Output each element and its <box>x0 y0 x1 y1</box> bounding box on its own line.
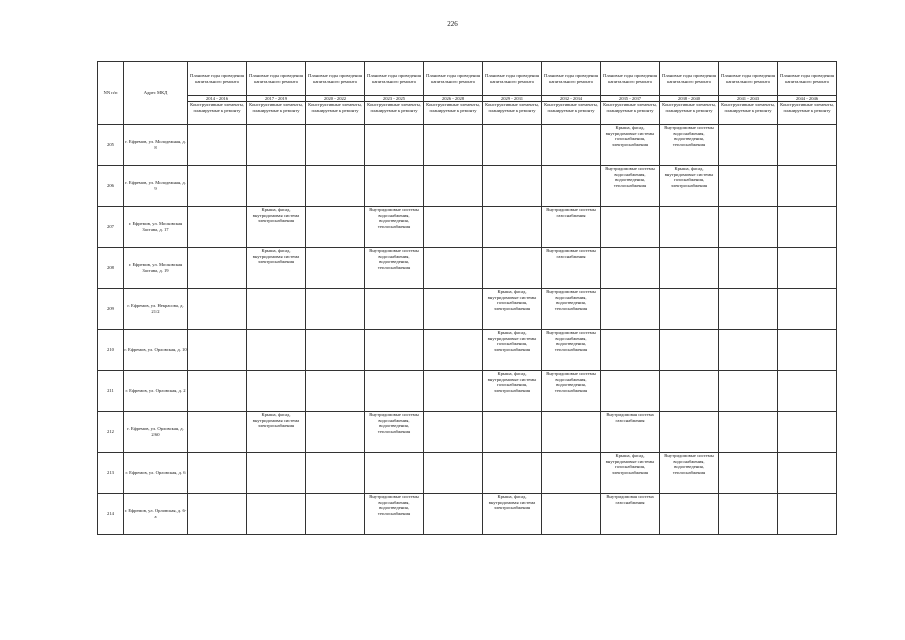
repair-elements-cell: Внутридомовые системы газоснабжения <box>542 207 601 248</box>
repair-elements-cell <box>306 166 365 207</box>
period-label-header: Плановые годы проведения капитального ремонта <box>247 62 306 96</box>
repair-elements-cell: Внутридомовые системы водоснабжения, водоотведения, теплоснабжения <box>365 207 424 248</box>
repair-elements-cell <box>719 248 778 289</box>
address-cell: г. Ефремов, ул. Молодежная, д. 9 <box>124 166 188 207</box>
row-number-cell: 212 <box>98 412 124 453</box>
repair-elements-cell <box>719 494 778 535</box>
period-label-header: Плановые годы проведения капитального ремонта <box>660 62 719 96</box>
repair-elements-cell: Крыша, фасад, внутридомовые системы газоснабжения, электроснабжения <box>601 125 660 166</box>
repair-elements-cell <box>601 330 660 371</box>
repair-elements-cell <box>424 371 483 412</box>
repair-elements-cell <box>778 166 837 207</box>
row-number-cell: 210 <box>98 330 124 371</box>
number-column-header: NN п/п <box>98 62 124 125</box>
table-row <box>98 289 837 330</box>
repair-elements-cell <box>424 166 483 207</box>
address-cell: г. Ефремов, ул. Молодежная, д. 8 <box>124 125 188 166</box>
repair-elements-cell: Крыша, фасад, внутридомовая система электроснабжения <box>247 412 306 453</box>
repair-elements-cell: Внутридомовые системы водоснабжения, водоотведения, теплоснабжения <box>660 453 719 494</box>
repair-elements-cell <box>365 371 424 412</box>
repair-elements-cell <box>719 330 778 371</box>
period-elements-header: Конструктивные элементы, планируемые к ремонту <box>542 102 601 125</box>
repair-elements-cell <box>719 453 778 494</box>
period-years-header: 2044 - 2046 <box>778 96 837 102</box>
page-number: 226 <box>447 20 458 28</box>
repair-elements-cell <box>188 371 247 412</box>
row-number-cell: 208 <box>98 248 124 289</box>
table-row <box>98 125 837 166</box>
repair-elements-cell: Внутридомовые системы водоснабжения, водоотведения, теплоснабжения <box>542 289 601 330</box>
repair-elements-cell: Внутридомовые системы водоснабжения, водоотведения, теплоснабжения <box>365 494 424 535</box>
repair-elements-cell <box>424 330 483 371</box>
repair-elements-cell <box>660 330 719 371</box>
row-number-cell: 209 <box>98 289 124 330</box>
repair-elements-cell <box>306 289 365 330</box>
repair-elements-cell <box>306 125 365 166</box>
repair-elements-cell <box>601 248 660 289</box>
period-label-header: Плановые годы проведения капитального ремонта <box>601 62 660 96</box>
period-years-header: 2023 - 2025 <box>365 96 424 102</box>
address-cell: г. Ефремов, ул. Московская Застава, д. 17 <box>124 207 188 248</box>
repair-elements-cell <box>542 125 601 166</box>
row-number-cell: 206 <box>98 166 124 207</box>
address-cell: г. Ефремов, ул. Орловская, д. 6 <box>124 453 188 494</box>
repair-elements-cell <box>188 248 247 289</box>
repair-elements-cell <box>660 371 719 412</box>
table-row <box>98 494 837 535</box>
address-cell: г. Ефремов, ул. Орловская, д. 10 <box>124 330 188 371</box>
repair-elements-cell <box>188 166 247 207</box>
repair-elements-cell <box>365 166 424 207</box>
repair-elements-cell <box>306 494 365 535</box>
table-body <box>98 125 837 535</box>
repair-elements-cell <box>247 289 306 330</box>
repair-elements-cell <box>719 371 778 412</box>
repair-elements-cell <box>601 371 660 412</box>
repair-elements-cell <box>542 412 601 453</box>
repair-elements-cell <box>424 412 483 453</box>
repair-elements-cell <box>247 166 306 207</box>
address-cell: г. Ефремов, ул. Орловская, д. 2/60 <box>124 412 188 453</box>
repair-elements-cell: Крыша, фасад, внутридомовая система электроснабжения <box>483 494 542 535</box>
repair-elements-cell <box>719 125 778 166</box>
repair-elements-cell: Внутридомовые системы газоснабжения <box>542 248 601 289</box>
repair-elements-cell <box>306 412 365 453</box>
repair-elements-cell <box>365 125 424 166</box>
repair-elements-cell <box>778 330 837 371</box>
period-years-header: 2017 - 2019 <box>247 96 306 102</box>
repair-elements-cell <box>247 494 306 535</box>
row-number-cell: 207 <box>98 207 124 248</box>
repair-elements-cell <box>778 412 837 453</box>
repair-elements-cell <box>542 494 601 535</box>
elements-header-row <box>98 102 837 125</box>
period-label-header: Плановые годы проведения капитального ремонта <box>365 62 424 96</box>
repair-elements-cell: Внутридомовая система газоснабжения <box>601 494 660 535</box>
period-header-row <box>98 62 837 96</box>
period-years-header: 2041 - 2043 <box>719 96 778 102</box>
repair-elements-cell <box>660 207 719 248</box>
repair-elements-cell <box>483 248 542 289</box>
repair-elements-cell: Крыша, фасад, внутридомовая система электроснабжения <box>247 248 306 289</box>
table-row <box>98 412 837 453</box>
period-elements-header: Конструктивные элементы, планируемые к ремонту <box>660 102 719 125</box>
repair-elements-cell <box>660 494 719 535</box>
table-row <box>98 207 837 248</box>
address-cell: г. Ефремов, ул. Московская Застава, д. 19 <box>124 248 188 289</box>
repair-elements-cell <box>483 207 542 248</box>
repair-elements-cell <box>542 166 601 207</box>
repair-elements-cell: Крыша, фасад, внутридомовые системы газоснабжения, электроснабжения <box>601 453 660 494</box>
period-elements-header: Конструктивные элементы, планируемые к ремонту <box>188 102 247 125</box>
period-elements-header: Конструктивные элементы, планируемые к ремонту <box>719 102 778 125</box>
table-row <box>98 453 837 494</box>
period-elements-header: Конструктивные элементы, планируемые к ремонту <box>247 102 306 125</box>
repair-elements-cell <box>778 207 837 248</box>
period-elements-header: Конструктивные элементы, планируемые к ремонту <box>306 102 365 125</box>
repair-elements-cell <box>424 494 483 535</box>
period-years-header: 2038 - 2040 <box>660 96 719 102</box>
repair-elements-cell <box>660 248 719 289</box>
table-row <box>98 330 837 371</box>
period-label-header: Плановые годы проведения капитального ремонта <box>188 62 247 96</box>
period-years-header: 2014 - 2016 <box>188 96 247 102</box>
repair-elements-cell <box>778 453 837 494</box>
period-label-header: Плановые годы проведения капитального ремонта <box>424 62 483 96</box>
period-elements-header: Конструктивные элементы, планируемые к ремонту <box>424 102 483 125</box>
repair-elements-cell <box>365 289 424 330</box>
repair-elements-cell: Крыша, фасад, внутридомовые системы газоснабжения, электроснабжения <box>660 166 719 207</box>
repair-elements-cell <box>660 289 719 330</box>
repair-elements-cell <box>424 289 483 330</box>
repair-elements-cell: Внутридомовая система газоснабжения <box>601 412 660 453</box>
period-label-header: Плановые годы проведения капитального ремонта <box>542 62 601 96</box>
repair-elements-cell: Внутридомовые системы водоснабжения, водоотведения, теплоснабжения <box>660 125 719 166</box>
repair-elements-cell <box>483 166 542 207</box>
table-row <box>98 166 837 207</box>
repair-elements-cell <box>778 125 837 166</box>
repair-elements-cell <box>188 412 247 453</box>
repair-elements-cell <box>247 330 306 371</box>
repair-elements-cell <box>247 453 306 494</box>
repair-elements-cell: Крыша, фасад, внутридомовые системы газоснабжения, электроснабжения <box>483 330 542 371</box>
repair-elements-cell <box>542 453 601 494</box>
address-cell: г. Ефремов, ул. Орловская, д. 2 <box>124 371 188 412</box>
address-cell: г. Ефремов, ул. Орловская, д. 6-а <box>124 494 188 535</box>
repair-elements-cell <box>778 289 837 330</box>
period-years-header: 2032 - 2034 <box>542 96 601 102</box>
address-cell: г. Ефремов, ул. Некрасова, д. 21/2 <box>124 289 188 330</box>
repair-elements-cell <box>719 289 778 330</box>
repair-elements-cell <box>483 412 542 453</box>
row-number-cell: 213 <box>98 453 124 494</box>
period-elements-header: Конструктивные элементы, планируемые к ремонту <box>483 102 542 125</box>
repair-elements-cell <box>247 125 306 166</box>
repair-elements-cell: Крыша, фасад, внутридомовые системы газоснабжения, электроснабжения <box>483 371 542 412</box>
repair-elements-cell <box>306 248 365 289</box>
repair-elements-cell: Внутридомовые системы водоснабжения, водоотведения, теплоснабжения <box>601 166 660 207</box>
repair-elements-cell <box>660 412 719 453</box>
repair-elements-cell <box>247 371 306 412</box>
repair-elements-cell: Внутридомовые системы водоснабжения, водоотведения, теплоснабжения <box>542 371 601 412</box>
period-years-header: 2026 - 2028 <box>424 96 483 102</box>
repair-elements-cell <box>778 494 837 535</box>
repair-elements-cell <box>188 453 247 494</box>
period-label-header: Плановые годы проведения капитального ремонта <box>719 62 778 96</box>
repair-elements-cell <box>778 248 837 289</box>
period-elements-header: Конструктивные элементы, планируемые к ремонту <box>601 102 660 125</box>
table-row <box>98 371 837 412</box>
period-years-header: 2029 - 2031 <box>483 96 542 102</box>
repair-elements-cell: Крыша, фасад, внутридомовая система электроснабжения <box>247 207 306 248</box>
period-elements-header: Конструктивные элементы, планируемые к ремонту <box>778 102 837 125</box>
period-elements-header: Конструктивные элементы, планируемые к ремонту <box>365 102 424 125</box>
table-row <box>98 248 837 289</box>
period-label-header: Плановые годы проведения капитального ремонта <box>778 62 837 96</box>
repair-elements-cell <box>365 330 424 371</box>
repair-elements-cell <box>188 330 247 371</box>
repair-elements-cell <box>424 207 483 248</box>
repair-elements-cell <box>188 494 247 535</box>
row-number-cell: 214 <box>98 494 124 535</box>
repair-elements-cell <box>188 125 247 166</box>
repair-elements-cell <box>424 453 483 494</box>
repair-elements-cell <box>188 207 247 248</box>
repair-elements-cell <box>306 207 365 248</box>
repair-elements-cell <box>719 166 778 207</box>
repair-elements-cell <box>306 330 365 371</box>
repair-elements-cell: Внутридомовые системы водоснабжения, водоотведения, теплоснабжения <box>365 412 424 453</box>
row-number-cell: 205 <box>98 125 124 166</box>
repair-elements-cell: Крыша, фасад, внутридомовые системы газоснабжения, электроснабжения <box>483 289 542 330</box>
period-label-header: Плановые годы проведения капитального ремонта <box>483 62 542 96</box>
repair-elements-cell <box>424 125 483 166</box>
address-column-header: Адрес МКД <box>124 62 188 125</box>
repair-elements-cell <box>424 248 483 289</box>
repair-elements-cell <box>483 125 542 166</box>
repair-elements-cell: Внутридомовые системы водоснабжения, водоотведения, теплоснабжения <box>542 330 601 371</box>
repair-elements-cell <box>719 207 778 248</box>
period-years-header: 2035 - 2037 <box>601 96 660 102</box>
repair-elements-cell <box>188 289 247 330</box>
repair-elements-cell <box>365 453 424 494</box>
table-header <box>98 62 837 125</box>
repair-elements-cell <box>778 371 837 412</box>
repair-elements-cell <box>483 453 542 494</box>
repair-elements-cell <box>306 371 365 412</box>
repair-elements-cell <box>719 412 778 453</box>
repair-elements-cell <box>306 453 365 494</box>
repair-elements-cell <box>601 289 660 330</box>
repair-schedule-table <box>97 61 837 535</box>
repair-elements-cell <box>601 207 660 248</box>
repair-elements-cell: Внутридомовые системы водоснабжения, водоотведения, теплоснабжения <box>365 248 424 289</box>
row-number-cell: 211 <box>98 371 124 412</box>
period-label-header: Плановые годы проведения капитального ремонта <box>306 62 365 96</box>
period-years-header: 2020 - 2022 <box>306 96 365 102</box>
